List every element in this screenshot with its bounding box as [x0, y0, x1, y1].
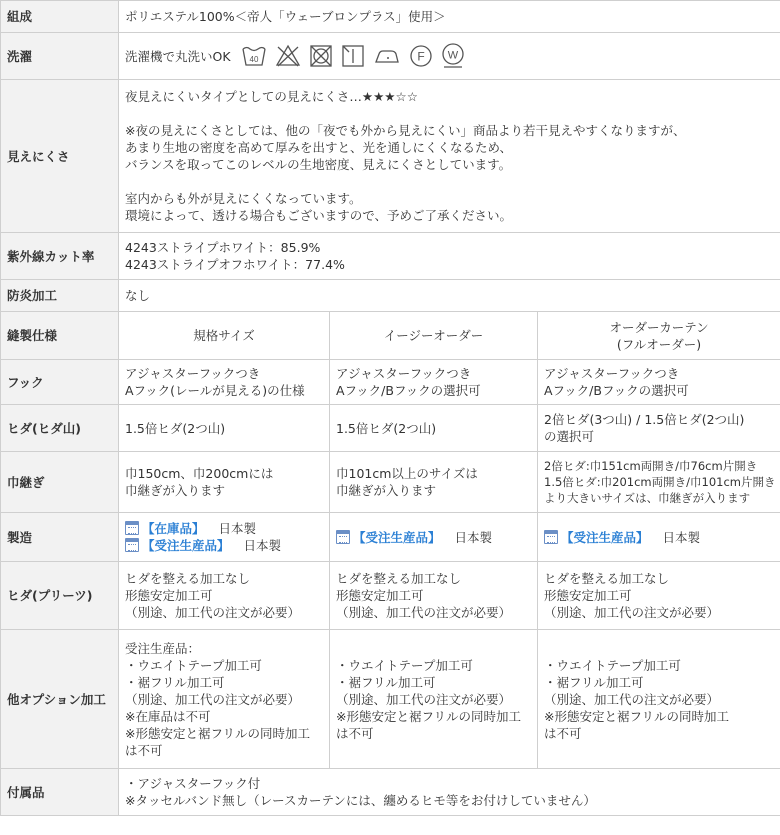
hook-easy-order [330, 360, 538, 405]
label-flame-retardant: 防炎加工 [1, 280, 119, 312]
cell-line: アジャスターフックつき [125, 366, 261, 381]
cell-line: 受注生産品： [125, 640, 201, 656]
label-hook: フック [1, 360, 119, 405]
label-width-join: 巾継ぎ [1, 452, 119, 513]
label-other-options: 他オプション加工 [1, 630, 119, 769]
cell-line: 1.5倍ヒダ(2つ山) [336, 420, 437, 436]
uv-cut-cell [119, 233, 780, 280]
cell-line: （別途、加工代の注文が必要） [544, 605, 720, 620]
accessories-cell [119, 769, 780, 816]
cell-line: 2倍ヒダ(3つ山) / 1.5倍ヒダ(2つ山) [544, 412, 745, 427]
visibility-note-line: バランスを取ってこのレベルの生地密度、見えにくさとしています。 [125, 157, 512, 172]
cell-line: 巾継ぎが入ります [125, 483, 226, 498]
cell-line: Aフック/Bフックの選択可 [336, 383, 481, 398]
visibility-note-line: ※夜の見えにくさとしては、他の「夜でも外から見えにくい」商品より若干見えやすくなりますが、 [125, 123, 686, 138]
visibility-cell [119, 80, 780, 233]
pleat-standard [119, 405, 330, 452]
cell-line: ヒダを整える加工なし [336, 571, 462, 586]
column-order-curtain-sub: (フルオーダー) [616, 336, 702, 352]
washing-cell [119, 33, 780, 80]
label-pleat: ヒダ(ヒダ山) [1, 405, 119, 452]
order-badge: 【受注生産品】 [353, 529, 441, 545]
pleats-finish-full-order [538, 562, 780, 630]
made-in-label: 日本製 [662, 529, 701, 545]
flame-retardant-value: なし [119, 280, 780, 312]
manufacture-full-order [538, 513, 780, 562]
row-other-options [1, 630, 780, 769]
calendar-icon [125, 538, 139, 552]
visibility-extra-line: 室内からも外が見えにくくなっています。 [125, 191, 362, 206]
cell-line: ・裾フリル加工可 [544, 674, 644, 690]
width-join-easy-order [330, 452, 538, 513]
column-standard-size: 規格サイズ [119, 312, 330, 360]
calendar-icon [336, 530, 350, 544]
cell-line: は不可 [544, 725, 582, 741]
width-join-full-order [538, 452, 780, 513]
star-rating: ★★★☆☆ [361, 89, 418, 104]
cell-line: ・ウエイトテープ加工可 [336, 657, 473, 673]
washing-text: 洗濯機で丸洗いOK [125, 48, 231, 64]
cell-line: 形態安定加工可 [544, 588, 632, 603]
cell-line: は不可 [336, 725, 374, 741]
row-pleat [1, 405, 780, 452]
row-manufacture [1, 513, 780, 562]
cell-line: より大きいサイズは、巾継ぎが入ります [544, 491, 751, 505]
row-uv-cut [1, 233, 780, 280]
cell-line: の選択可 [544, 429, 595, 444]
label-sewing: 縫製仕様 [1, 312, 119, 360]
care-icons [241, 43, 465, 69]
cell-line: 形態安定加工可 [336, 588, 424, 603]
made-in-label: 日本製 [243, 538, 282, 553]
visibility-extra-line: 環境によって、透ける場合もございますので、予めご了承ください。 [125, 208, 513, 223]
label-uv-cut: 紫外線カット率 [1, 233, 119, 280]
uv-cut-line: 4243ストライプオフホワイト：77.4% [125, 257, 345, 272]
row-hook [1, 360, 780, 405]
pleats-finish-standard [119, 562, 330, 630]
row-flame-retardant [1, 280, 780, 312]
no-tumble-dry-icon [309, 44, 333, 68]
composition-value: ポリエステル100%＜帝人「ウェーブロンプラス」使用＞ [119, 1, 780, 33]
row-width-join [1, 452, 780, 513]
cell-line: （別途、加工代の注文が必要） [336, 691, 512, 707]
label-accessories: 付属品 [1, 769, 119, 816]
pleat-easy-order [330, 405, 538, 452]
cell-line: アジャスターフックつき [544, 366, 680, 381]
cell-line: 巾150cm、巾200cmには [125, 466, 274, 481]
row-sewing-header [1, 312, 780, 360]
label-visibility: 見えにくさ [1, 80, 119, 233]
cell-line: は不可 [125, 742, 163, 758]
cell-line: ・ウエイトテープ加工可 [544, 657, 681, 673]
cell-line: ・裾フリル加工可 [336, 674, 436, 690]
visibility-note-line: あまり生地の密度を高めて厚みを出すと、光を通しにくくなるため、 [125, 140, 513, 155]
other-options-full-order [538, 630, 780, 769]
no-bleach-icon [275, 44, 301, 68]
calendar-icon [544, 530, 558, 544]
label-washing: 洗濯 [1, 33, 119, 80]
calendar-icon [125, 521, 139, 535]
cell-line: ※形態安定と裾フリルの同時加工 [125, 725, 310, 741]
cell-line: ※形態安定と裾フリルの同時加工 [544, 708, 729, 724]
cell-line: （別途、加工代の注文が必要） [544, 691, 720, 707]
cell-line: Aフック(レールが見える)の仕様 [125, 383, 305, 398]
cell-line: 2倍ヒダ:巾151cm両開き/巾76cm片開き [544, 459, 758, 473]
cell-line: ※形態安定と裾フリルの同時加工 [336, 708, 521, 724]
cell-line: ヒダを整える加工なし [125, 571, 251, 586]
drip-dry-icon [341, 44, 365, 68]
svg-text:40: 40 [249, 55, 258, 64]
cell-line: 巾101cm以上のサイズは [336, 466, 478, 481]
wet-clean-w-icon [441, 43, 465, 69]
cell-line: 1.5倍ヒダ(2つ山) [125, 420, 226, 436]
hook-full-order [538, 360, 780, 405]
other-options-easy-order [330, 630, 538, 769]
cell-line: ・ウエイトテープ加工可 [125, 657, 262, 673]
cell-line: （別途、加工代の注文が必要） [125, 605, 301, 620]
row-visibility [1, 80, 780, 233]
cell-line: Aフック/Bフックの選択可 [544, 383, 689, 398]
cell-line: 1.5倍ヒダ:巾201cm両開き/巾101cm片開き [544, 475, 776, 489]
label-composition: 組成 [1, 1, 119, 33]
cell-line: アジャスターフックつき [336, 366, 472, 381]
cell-line: ※在庫品は不可 [125, 708, 211, 724]
cell-line: ※タッセルバンド無し（レースカーテンには、纏めるヒモ等をお付けしていません） [125, 793, 596, 808]
uv-cut-line: 4243ストライプホワイト：85.9% [125, 240, 321, 255]
width-join-standard [119, 452, 330, 513]
cell-line: ・裾フリル加工可 [125, 674, 225, 690]
label-manufacture: 製造 [1, 513, 119, 562]
cell-line: 形態安定加工可 [125, 588, 213, 603]
dry-clean-f-icon [409, 44, 433, 68]
pleats-finish-easy-order [330, 562, 538, 630]
stock-badge: 【在庫品】 [142, 521, 205, 536]
cell-line: ヒダを整える加工なし [544, 571, 670, 586]
row-composition [1, 1, 780, 33]
hook-standard [119, 360, 330, 405]
pleat-full-order [538, 405, 780, 452]
row-pleats-finish [1, 562, 780, 630]
svg-text:F: F [416, 49, 425, 64]
made-in-label: 日本製 [454, 529, 493, 545]
made-in-label: 日本製 [218, 521, 257, 536]
visibility-rating-text: 夜見えにくいタイプとしての見えにくさ… [125, 89, 362, 104]
manufacture-standard [119, 513, 330, 562]
column-order-curtain [538, 312, 780, 360]
row-accessories [1, 769, 780, 816]
cell-line: 巾継ぎが入ります [336, 483, 437, 498]
cell-line: ・アジャスターフック付 [125, 776, 261, 791]
order-badge: 【受注生産品】 [561, 529, 649, 545]
column-easy-order: イージーオーダー [330, 312, 538, 360]
manufacture-easy-order [330, 513, 538, 562]
order-badge: 【受注生産品】 [142, 538, 230, 553]
label-pleats-finish: ヒダ(プリーツ) [1, 562, 119, 630]
svg-text:W: W [447, 49, 458, 62]
other-options-standard [119, 630, 330, 769]
iron-low-icon [373, 44, 401, 68]
cell-line: （別途、加工代の注文が必要） [336, 605, 512, 620]
column-order-curtain-title: オーダーカーテン [609, 319, 709, 335]
cell-line: （別途、加工代の注文が必要） [125, 691, 301, 707]
row-washing [1, 33, 780, 80]
wash-40-icon [241, 44, 267, 68]
